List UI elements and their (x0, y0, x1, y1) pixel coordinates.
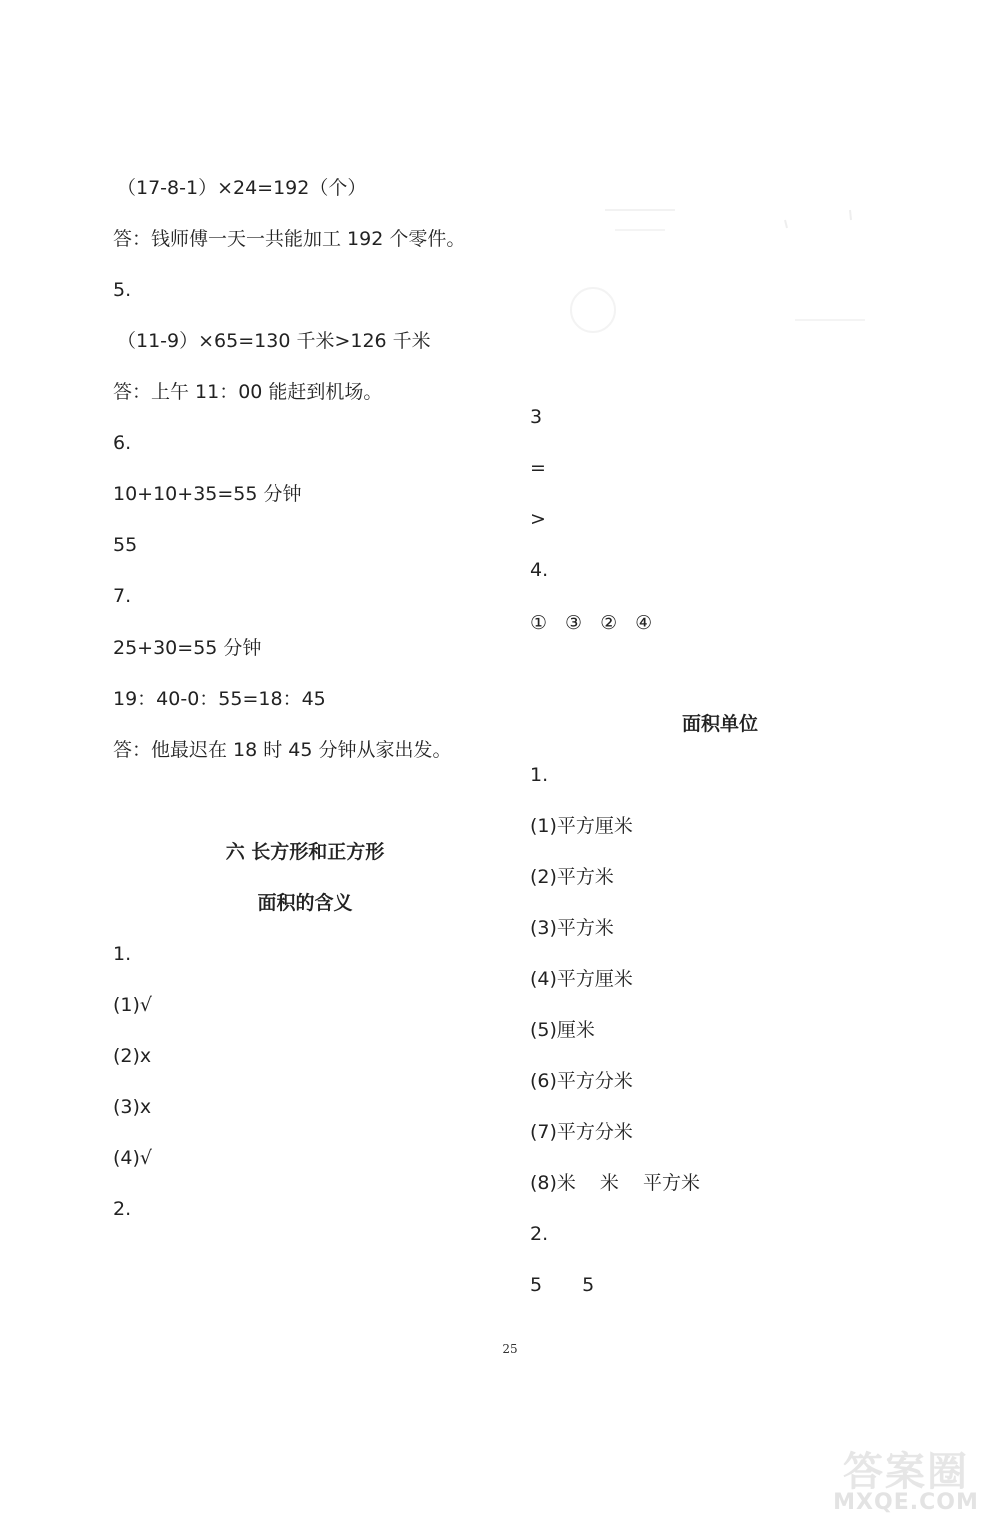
circled-answer-3: ② (600, 612, 618, 634)
page-number: 25 (502, 1342, 518, 1356)
question-number-6: 6. (113, 432, 132, 454)
area-units-q1-8 (530, 1171, 700, 1195)
right-line-3: 3 (530, 406, 543, 428)
area-units-q1-4: (4)平方厘米 (530, 968, 633, 990)
watermark-logo-text: 答案圈 (843, 1449, 969, 1495)
area-meaning-q1-1: (1)√ (113, 994, 153, 1016)
area-units-q1-5: (5)厘米 (530, 1019, 595, 1041)
scan-artifact-marks (555, 180, 875, 340)
area-meaning-q1-3: (3)x (113, 1096, 152, 1118)
area-units-q1-7: (7)平方分米 (530, 1121, 633, 1143)
right-question-number-4: 4. (530, 559, 549, 581)
area-units-q2-answers (530, 1273, 594, 1297)
right-line-equals: = (530, 457, 546, 479)
calc-line-6: 10+10+35=55 分钟 (113, 483, 302, 505)
area-units-q1-6: (6)平方分米 (530, 1070, 633, 1092)
area-meaning-q1-2: (2)x (113, 1045, 152, 1067)
area-units-q1-3: (3)平方米 (530, 917, 614, 939)
answer-line-5: 答：上午 11：00 能赶到机场。 (113, 381, 383, 403)
question-number-7: 7. (113, 585, 132, 607)
calc-line-5: （11-9）×65=130 千米>126 千米 (117, 330, 431, 352)
section-title-area-meaning: 面积的含义 (257, 892, 353, 914)
right-line-greater: > (530, 508, 546, 530)
question-number-5: 5. (113, 279, 132, 301)
area-units-q1-2: (2)平方米 (530, 866, 614, 888)
area-meaning-q2: 2. (113, 1198, 132, 1220)
area-units-q1: 1. (530, 764, 549, 786)
answer-line-4: 答：钱师傅一天一共能加工 192 个零件。 (113, 228, 466, 250)
calc-line-7a: 25+30=55 分钟 (113, 637, 262, 659)
area-meaning-q1: 1. (113, 943, 132, 965)
section-title-area-units: 面积单位 (681, 713, 758, 735)
site-watermark (820, 1440, 992, 1520)
area-units-q2-answer-2: 5 (582, 1274, 595, 1296)
circled-answer-row (530, 611, 670, 635)
area-units-q1-8-c: 平方米 (642, 1172, 700, 1194)
area-units-q2-answer-1: 5 (530, 1274, 543, 1296)
circled-answer-1: ① (530, 612, 548, 634)
area-units-q2: 2. (530, 1223, 549, 1245)
area-meaning-q1-4: (4)√ (113, 1147, 153, 1169)
area-units-q1-8-a: (8)米 (530, 1172, 576, 1194)
circled-answer-2: ③ (565, 612, 583, 634)
calc-line-4: （17-8-1）×24=192（个） (117, 177, 367, 199)
area-units-q1-8-b: 米 (599, 1172, 619, 1194)
answer-line-6: 55 (113, 534, 138, 556)
watermark-domain: MXQE.COM (833, 1490, 979, 1515)
area-units-q1-1: (1)平方厘米 (530, 815, 633, 837)
calc-line-7b: 19：40-0：55=18：45 (113, 688, 326, 710)
answer-line-7: 答：他最迟在 18 时 45 分钟从家出发。 (113, 739, 452, 761)
chapter-title: 六 长方形和正方形 (225, 841, 385, 863)
circled-answer-4: ④ (635, 612, 653, 634)
